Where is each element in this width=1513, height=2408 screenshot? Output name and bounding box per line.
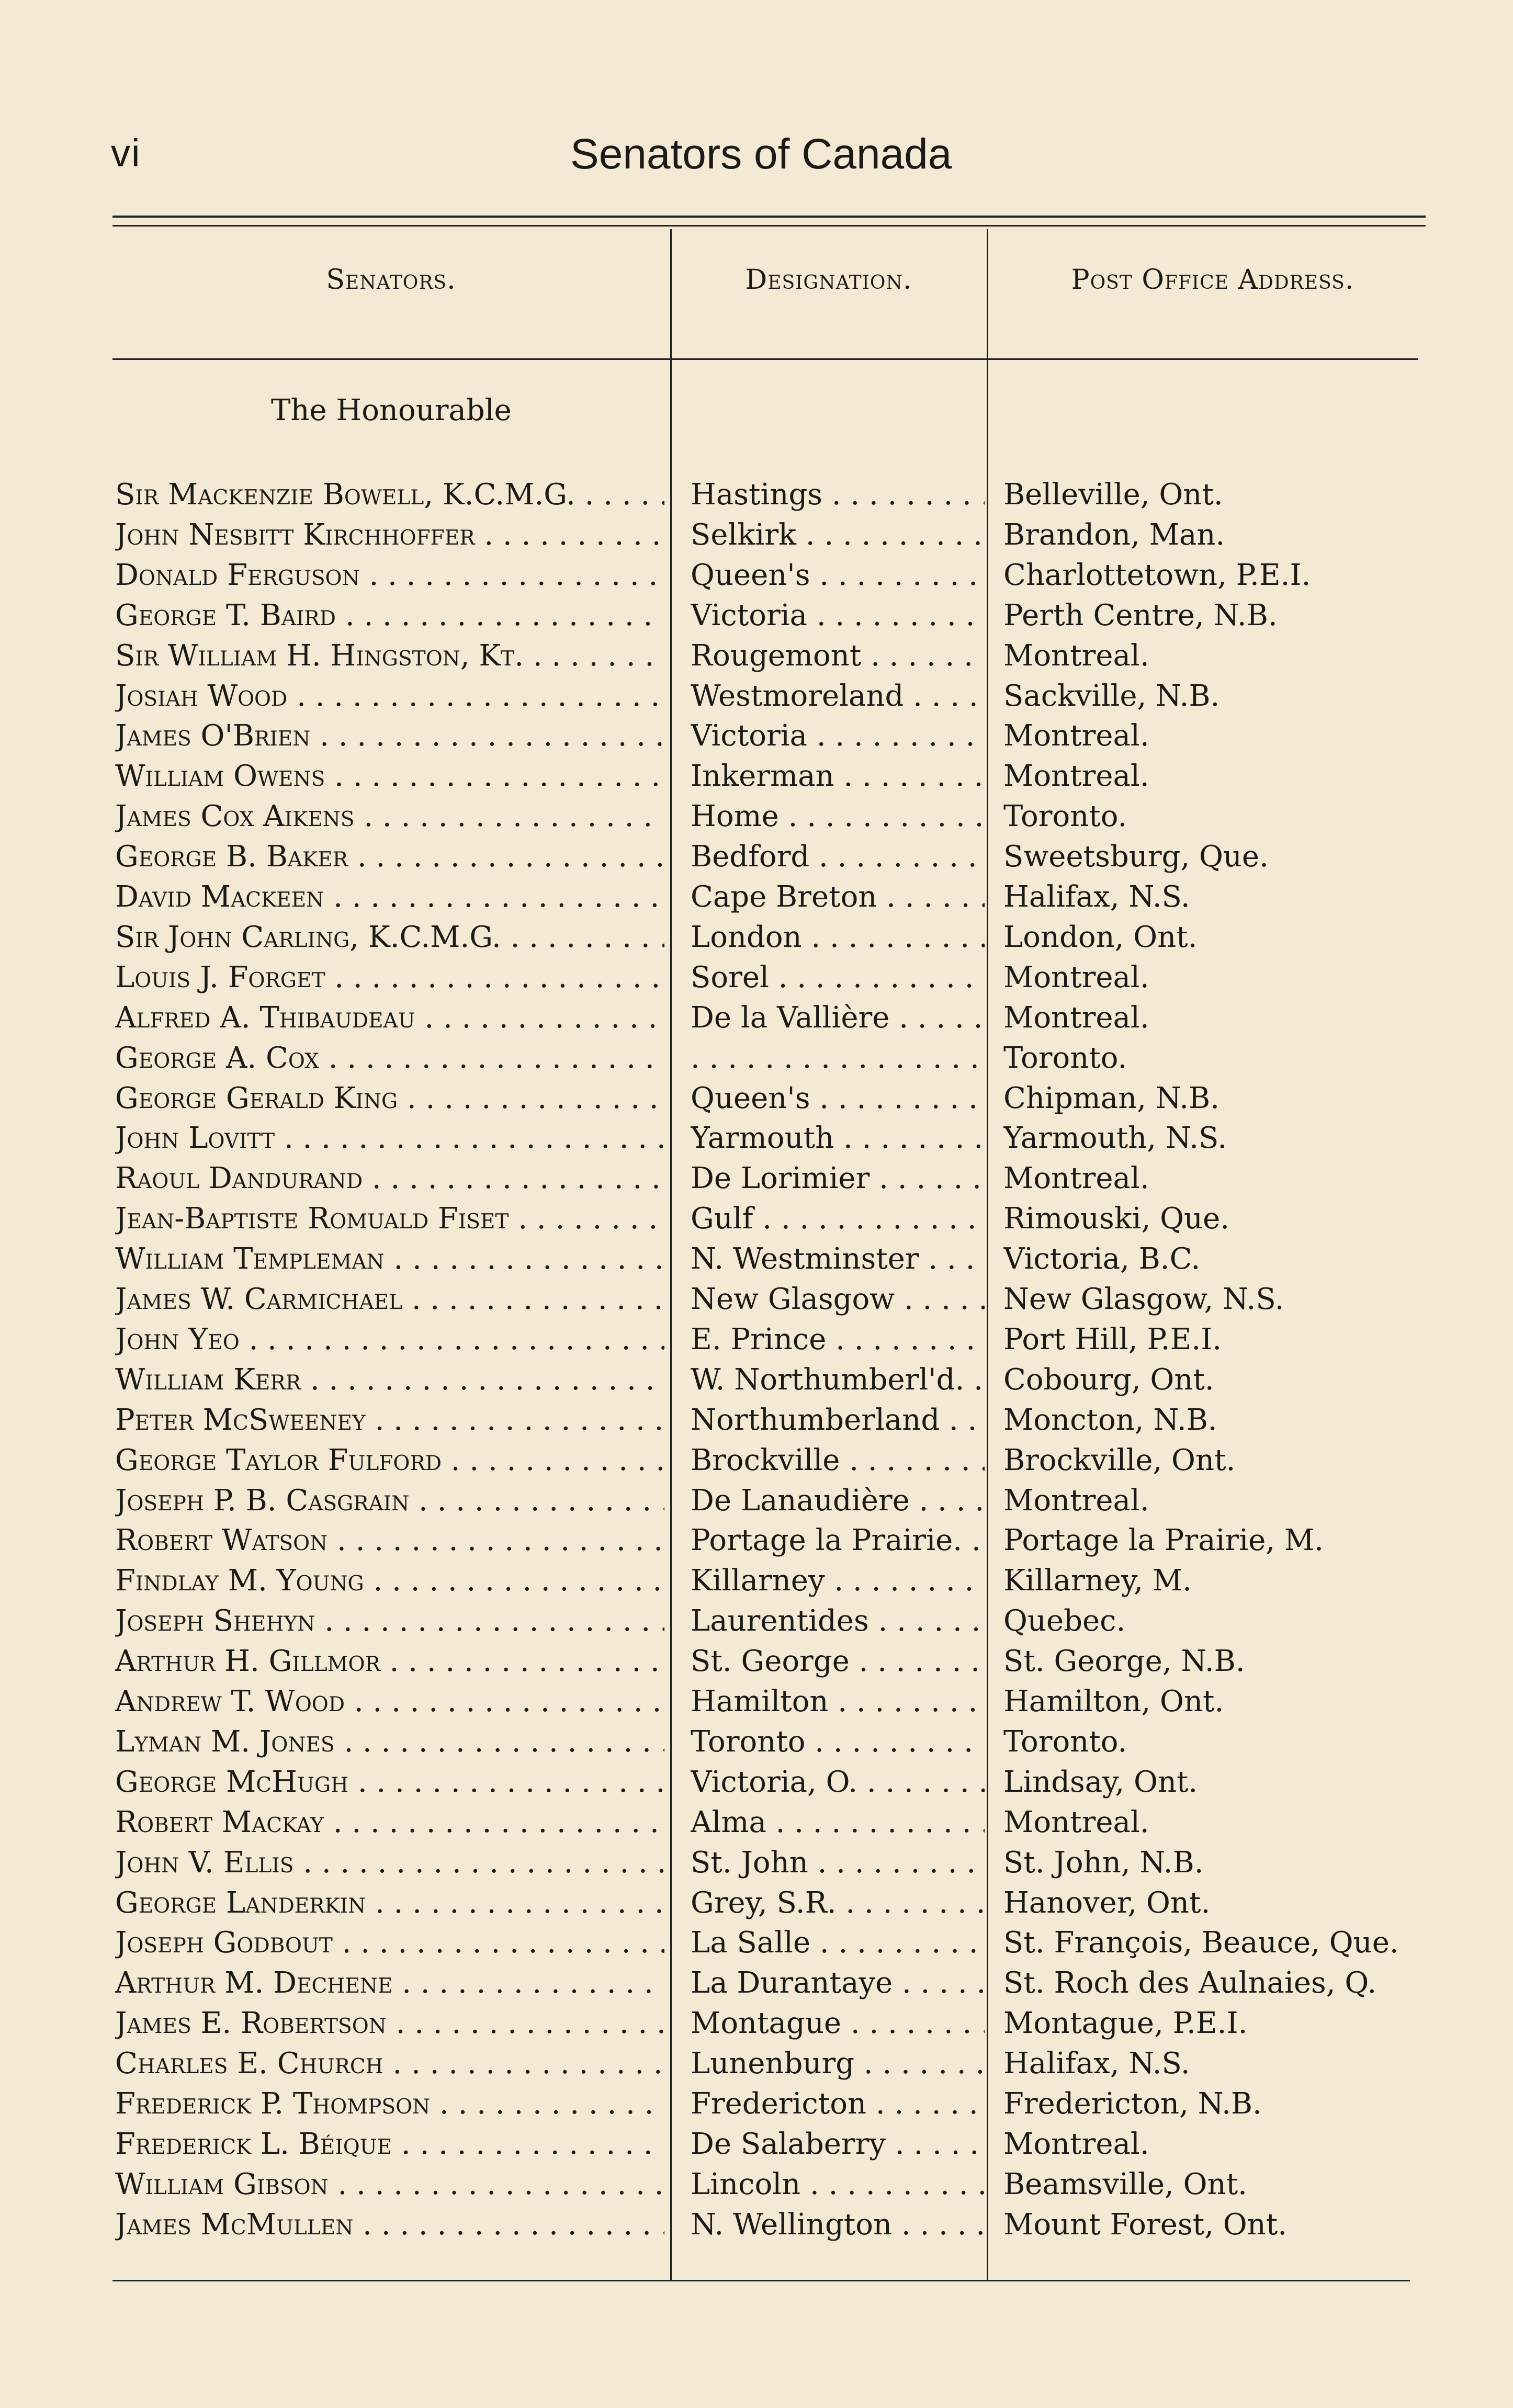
senator-name: George Gerald King . . . — [115, 1078, 664, 1118]
table-row — [0, 1802, 1513, 1842]
designation-cell: E. Prince . . . — [691, 1319, 985, 1360]
table-row — [0, 1440, 1513, 1480]
designation-cell: Sorel . . . — [691, 957, 985, 998]
table-row — [0, 595, 1513, 636]
address-cell: Cobourg, Ont. — [1003, 1363, 1214, 1397]
designation-cell: Queen's . . . — [691, 555, 985, 595]
address-cell: Victoria, B.C. — [1003, 1242, 1201, 1276]
address-cell: Beamsville, Ont. — [1003, 2167, 1247, 2201]
senator-name: Raoul Dandurand . . . — [115, 1158, 664, 1199]
designation-cell: N. Wellington . . . — [691, 2204, 985, 2245]
address-cell: Charlottetown, P.E.I. — [1003, 558, 1311, 592]
designation-cell: De Lanaudière . . . — [691, 1480, 985, 1521]
designation-cell: London . . . — [691, 917, 985, 957]
table-row — [0, 474, 1513, 515]
designation-cell: Selkirk . . . — [691, 515, 985, 555]
table-row — [0, 2204, 1513, 2245]
table-row — [0, 1199, 1513, 1239]
senator-name: George Taylor Fulford . . . — [115, 1440, 664, 1480]
senator-name: Sir William H. Hingston, Kt. . . . — [115, 636, 664, 676]
designation-cell: Bedford . . . — [691, 836, 985, 877]
address-cell: Halifax, N.S. — [1003, 2047, 1190, 2081]
address-cell: Toronto. — [1003, 1041, 1127, 1075]
senator-name: Frederick L. Béique . . . — [115, 2124, 664, 2164]
senator-name: Sir John Carling, K.C.M.G. . . . — [115, 917, 664, 957]
table-row — [0, 1681, 1513, 1722]
designation-cell: Brockville . . . — [691, 1440, 985, 1480]
senator-name: John Lovitt . . . — [115, 1118, 664, 1158]
address-cell: Montreal. — [1003, 1161, 1149, 1195]
table-row — [0, 1883, 1513, 1923]
address-cell: Montreal. — [1003, 719, 1149, 753]
senator-name: Findlay M. Young . . . — [115, 1561, 664, 1601]
designation-cell: Laurentides . . . — [691, 1601, 985, 1641]
designation-cell: Gulf . . . — [691, 1199, 985, 1239]
designation-cell: W. Northumberl'd. . . . — [691, 1360, 985, 1400]
table-row — [0, 515, 1513, 555]
table-row — [0, 1842, 1513, 1883]
table-row — [0, 2084, 1513, 2124]
senator-name: James E. Robertson . . . — [115, 2003, 664, 2043]
senator-name: William Owens . . . — [115, 756, 664, 796]
designation-cell: Victoria . . . — [691, 595, 985, 636]
senator-name: George T. Baird . . . — [115, 595, 664, 636]
table-row — [0, 756, 1513, 796]
table-row — [0, 2124, 1513, 2164]
header-designation: Designation. — [745, 264, 912, 296]
senator-name: John Nesbitt Kirchhoffer . . . — [115, 515, 664, 555]
address-cell: St. Roch des Aulnaies, Q. — [1003, 1966, 1377, 2000]
designation-cell: Lunenburg . . . — [691, 2043, 985, 2084]
address-cell: Brandon, Man. — [1003, 518, 1225, 552]
designation-cell: Northumberland . . . — [691, 1400, 985, 1440]
designation-cell: Victoria, O. . . . — [691, 1762, 985, 1802]
designation-cell — [691, 1038, 985, 1078]
table-row — [0, 917, 1513, 957]
designation-cell: New Glasgow . . . — [691, 1279, 985, 1319]
designation-cell: St. George . . . — [691, 1641, 985, 1681]
address-cell: Montague, P.E.I. — [1003, 2006, 1248, 2040]
table-row — [0, 1279, 1513, 1319]
header-senators: Senators. — [326, 264, 456, 296]
table-row — [0, 1400, 1513, 1440]
table-row — [0, 716, 1513, 756]
top-rule-inner — [112, 225, 1426, 227]
address-cell: Yarmouth, N.S. — [1003, 1121, 1227, 1155]
designation-cell: Yarmouth . . . — [691, 1118, 985, 1158]
designation-cell: Queen's . . . — [691, 1078, 985, 1118]
page-title: Senators of Canada — [570, 130, 952, 178]
address-cell: Lindsay, Ont. — [1003, 1765, 1198, 1799]
senator-name: Robert Watson . . . — [115, 1520, 664, 1561]
senator-name: Alfred A. Thibaudeau . . . — [115, 998, 664, 1038]
senator-name: Peter McSweeney . . . — [115, 1400, 664, 1440]
senator-name: James Cox Aikens . . . — [115, 796, 664, 836]
designation-cell: Montague . . . — [691, 2003, 985, 2043]
designation-cell: Hamilton . . . — [691, 1681, 985, 1722]
table-row — [0, 1319, 1513, 1360]
honourable-heading: The Honourable — [271, 393, 512, 427]
address-cell: Hanover, Ont. — [1003, 1886, 1211, 1920]
table-row — [0, 998, 1513, 1038]
address-cell: Mount Forest, Ont. — [1003, 2208, 1288, 2242]
senator-name: Josiah Wood . . . — [115, 676, 664, 716]
designation-cell: Cape Breton . . . — [691, 877, 985, 917]
senator-name: James O'Brien . . . — [115, 716, 664, 756]
address-cell: Quebec. — [1003, 1604, 1126, 1638]
senator-name: Robert Mackay . . . — [115, 1802, 664, 1842]
designation-cell: La Salle . . . — [691, 1923, 985, 1963]
address-cell: Montreal. — [1003, 639, 1149, 673]
address-cell: Killarney, M. — [1003, 1564, 1192, 1598]
senator-name: Joseph Godbout . . . — [115, 1923, 664, 1963]
address-cell: Moncton, N.B. — [1003, 1403, 1217, 1437]
address-cell: Fredericton, N.B. — [1003, 2087, 1262, 2121]
table-row — [0, 2164, 1513, 2204]
senator-name: Charles E. Church . . . — [115, 2043, 664, 2084]
senator-name: Joseph P. B. Casgrain . . . — [115, 1480, 664, 1521]
designation-cell: N. Westminster . . . — [691, 1239, 985, 1279]
table-row — [0, 2003, 1513, 2043]
senator-name: George B. Baker . . . — [115, 836, 664, 877]
address-cell: Chipman, N.B. — [1003, 1081, 1220, 1115]
table-row — [0, 1923, 1513, 1963]
address-cell: Toronto. — [1003, 1725, 1127, 1759]
table-row — [0, 1239, 1513, 1279]
table-row — [0, 676, 1513, 716]
senator-name: William Templeman . . . — [115, 1239, 664, 1279]
table-row — [0, 796, 1513, 836]
table-row — [0, 1158, 1513, 1199]
senator-name: Andrew T. Wood . . . — [115, 1681, 664, 1722]
table-row — [0, 1038, 1513, 1078]
designation-cell: Westmoreland . . . — [691, 676, 985, 716]
table-row — [0, 555, 1513, 595]
address-cell: Toronto. — [1003, 799, 1127, 833]
table-row — [0, 1722, 1513, 1762]
address-cell: St. John, N.B. — [1003, 1846, 1204, 1880]
senator-name: George Landerkin . . . — [115, 1883, 664, 1923]
designation-cell: Inkerman . . . — [691, 756, 985, 796]
address-cell: Montreal. — [1003, 759, 1149, 793]
senator-name: William Gibson . . . — [115, 2164, 664, 2204]
senator-name: Sir Mackenzie Bowell, K.C.M.G. . . . — [115, 474, 664, 515]
designation-cell: De la Vallière . . . — [691, 998, 985, 1038]
senator-name: Arthur H. Gillmor . . . — [115, 1641, 664, 1681]
bottom-rule — [112, 2280, 1410, 2281]
designation-cell: St. John . . . — [691, 1842, 985, 1883]
senator-name: Arthur M. Dechene . . . — [115, 1963, 664, 2003]
table-row — [0, 2043, 1513, 2084]
address-cell: Rimouski, Que. — [1003, 1202, 1230, 1236]
designation-cell: Rougemont . . . — [691, 636, 985, 676]
senator-name: George McHugh . . . — [115, 1762, 664, 1802]
address-cell: New Glasgow, N.S. — [1003, 1282, 1284, 1316]
table-row — [0, 1641, 1513, 1681]
designation-cell: De Lorimier . . . — [691, 1158, 985, 1199]
senator-name: David Mackeen . . . — [115, 877, 664, 917]
designation-cell: Alma . . . — [691, 1802, 985, 1842]
table-row — [0, 877, 1513, 917]
table-row — [0, 1118, 1513, 1158]
senator-name: John Yeo . . . — [115, 1319, 664, 1360]
address-cell: Perth Centre, N.B. — [1003, 598, 1278, 632]
address-cell: Halifax, N.S. — [1003, 880, 1190, 914]
address-cell: St. François, Beauce, Que. — [1003, 1926, 1399, 1960]
table-row — [0, 1561, 1513, 1601]
table-row — [0, 1078, 1513, 1118]
table-row — [0, 1480, 1513, 1521]
address-cell: Hamilton, Ont. — [1003, 1685, 1224, 1719]
senator-name: George A. Cox . . . — [115, 1038, 664, 1078]
designation-cell: Hastings . . . — [691, 474, 985, 515]
designation-cell: Grey, S.R. . . . — [691, 1883, 985, 1923]
address-cell: Sweetsburg, Que. — [1003, 840, 1269, 874]
senator-name: Jean-Baptiste Romuald Fiset . . . — [115, 1199, 664, 1239]
senator-name: Donald Ferguson . . . — [115, 555, 664, 595]
address-cell: Montreal. — [1003, 1805, 1149, 1839]
table-row — [0, 1360, 1513, 1400]
table-row — [0, 836, 1513, 877]
senator-name: William Kerr . . . — [115, 1360, 664, 1400]
address-cell: London, Ont. — [1003, 920, 1198, 954]
senator-name: James McMullen . . . — [115, 2204, 664, 2245]
designation-cell: Lincoln . . . — [691, 2164, 985, 2204]
designation-cell: La Durantaye . . . — [691, 1963, 985, 2003]
designation-cell: Toronto . . . — [691, 1722, 985, 1762]
address-cell: Portage la Prairie, M. — [1003, 1523, 1324, 1557]
address-cell: Port Hill, P.E.I. — [1003, 1322, 1222, 1356]
designation-cell: Home . . . — [691, 796, 985, 836]
address-cell: Montreal. — [1003, 2127, 1149, 2161]
designation-cell: Fredericton . . . — [691, 2084, 985, 2124]
table-row — [0, 1520, 1513, 1561]
designation-cell: Portage la Prairie. . . . — [691, 1520, 985, 1561]
address-cell: St. George, N.B. — [1003, 1644, 1245, 1678]
table-row — [0, 1601, 1513, 1641]
address-cell: Montreal. — [1003, 1484, 1149, 1518]
top-rule — [112, 216, 1426, 218]
senator-name: Lyman M. Jones . . . — [115, 1722, 664, 1762]
designation-cell: Killarney . . . — [691, 1561, 985, 1601]
page-number: vi — [111, 131, 141, 175]
senator-name: John V. Ellis . . . — [115, 1842, 664, 1883]
table-row — [0, 636, 1513, 676]
designation-cell: De Salaberry . . . — [691, 2124, 985, 2164]
senator-name: Louis J. Forget . . . — [115, 957, 664, 998]
header-address: Post Office Address. — [1071, 264, 1354, 296]
address-cell: Montreal. — [1003, 1001, 1149, 1035]
address-cell: Belleville, Ont. — [1003, 478, 1223, 512]
senator-name: James W. Carmichael . . . — [115, 1279, 664, 1319]
designation-cell: Victoria . . . — [691, 716, 985, 756]
header-rule — [112, 358, 1418, 360]
table-row — [0, 1963, 1513, 2003]
address-cell: Montreal. — [1003, 960, 1149, 994]
table-row — [0, 957, 1513, 998]
address-cell: Brockville, Ont. — [1003, 1443, 1236, 1477]
table-row — [0, 1762, 1513, 1802]
address-cell: Sackville, N.B. — [1003, 679, 1220, 713]
senator-name: Joseph Shehyn . . . — [115, 1601, 664, 1641]
senator-name: Frederick P. Thompson . . . — [115, 2084, 664, 2124]
